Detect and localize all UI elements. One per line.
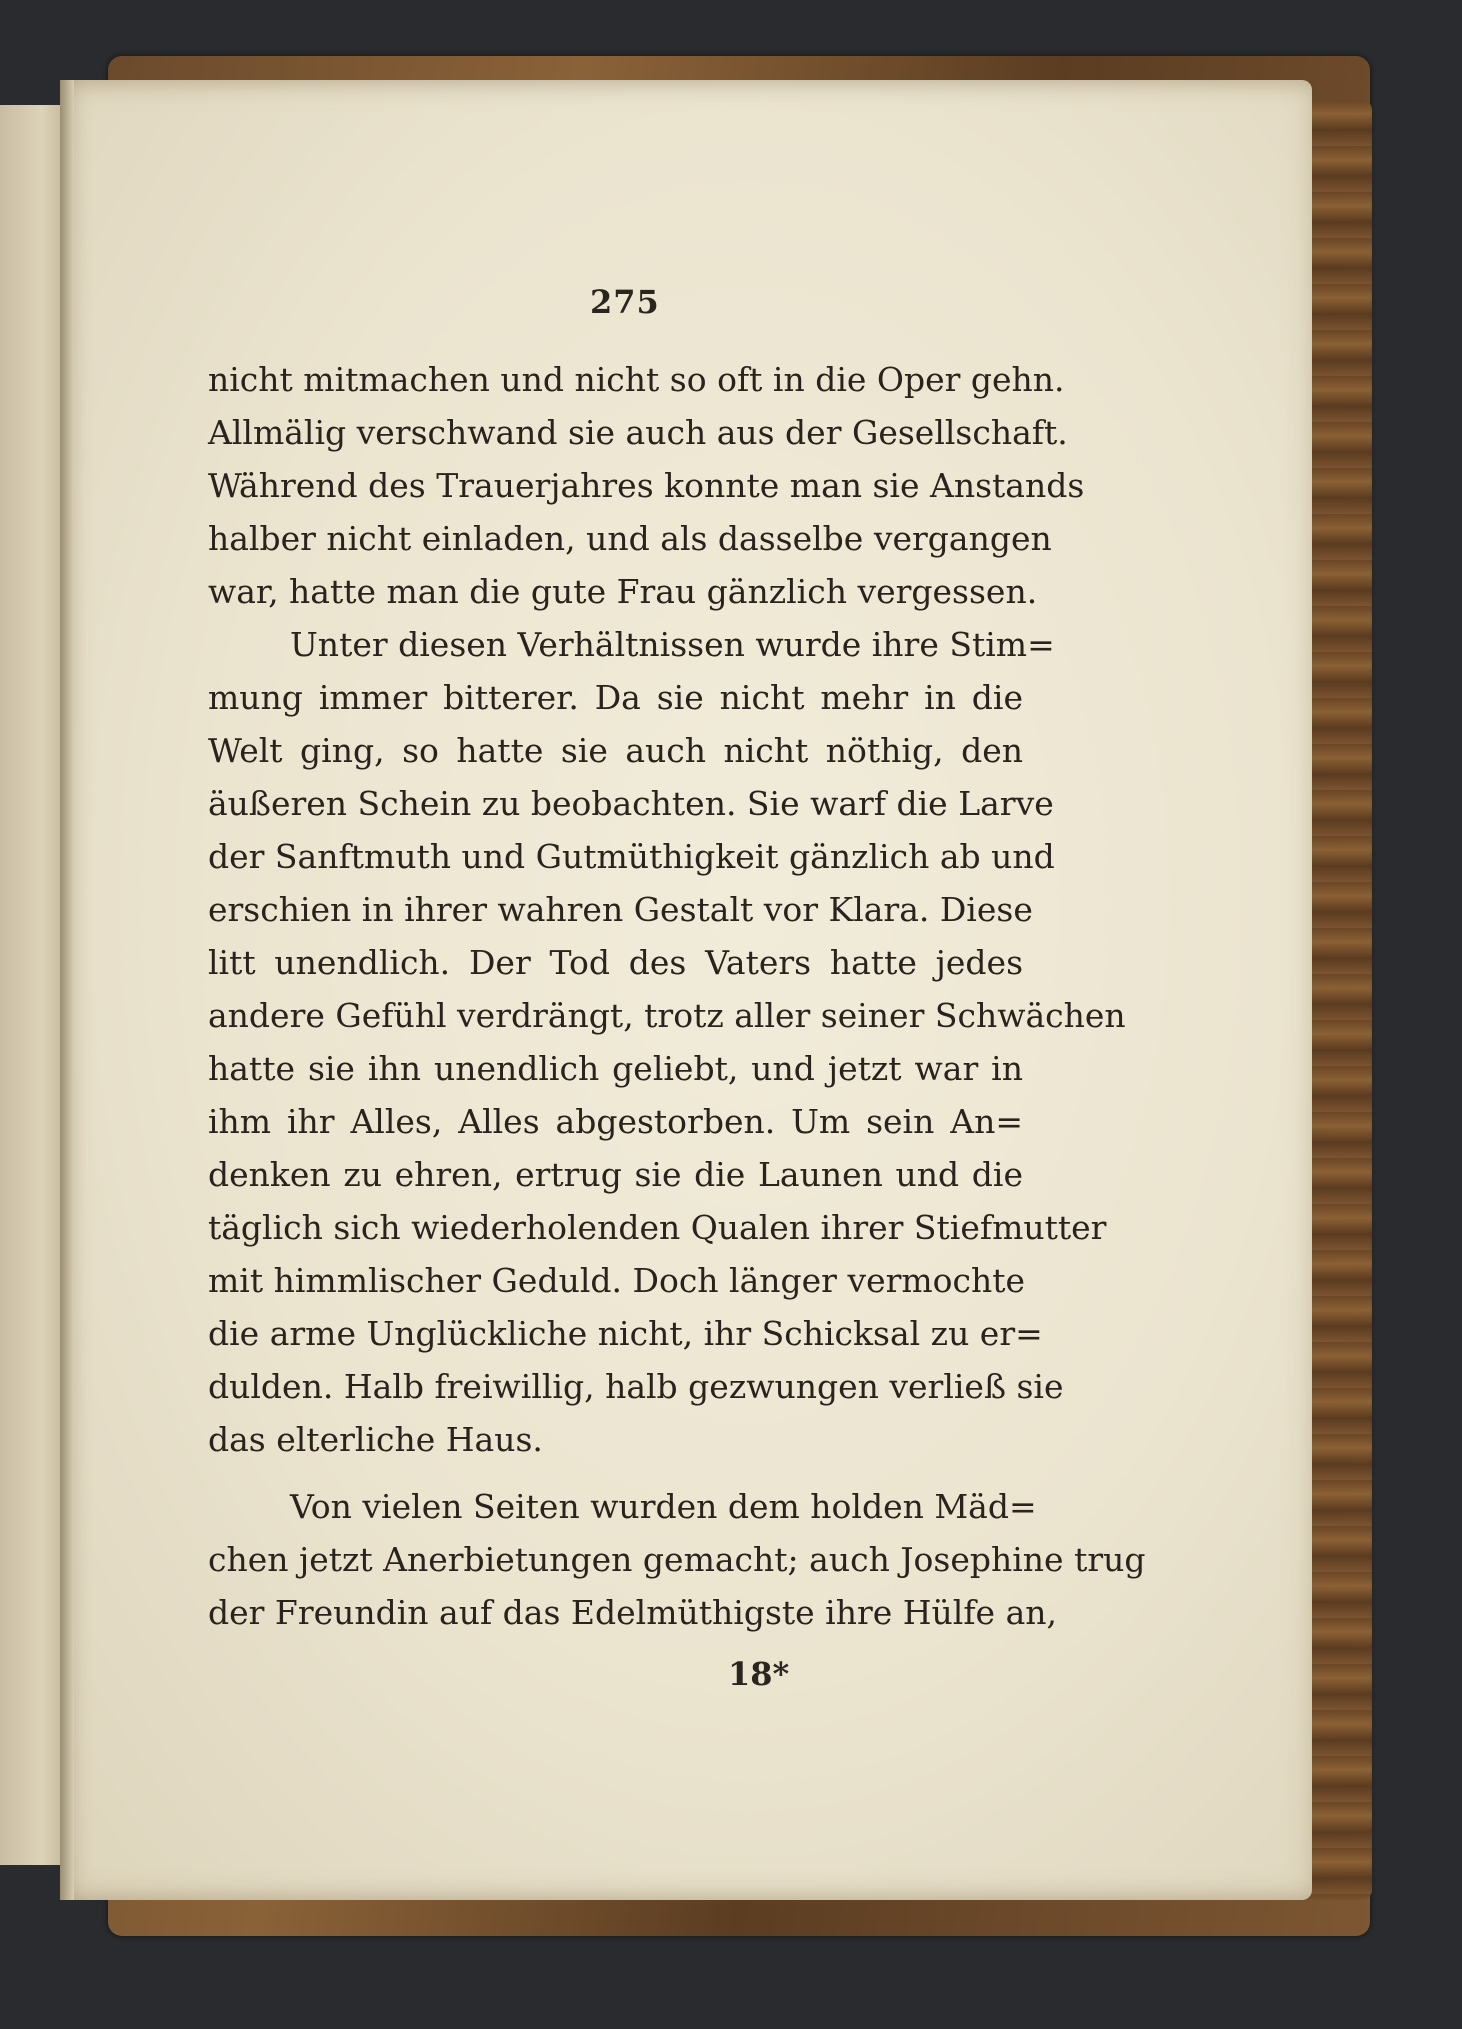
text-line: täglich sich wiederholenden Qualen ihrer Stiefmutter [208, 1208, 1107, 1247]
text-line: Unter diesen Verhältnissen wurde ihre Stim= [290, 625, 1055, 664]
text-line: ihm ihr Alles, Alles abgestorben. Um sein An= [208, 1102, 1023, 1141]
text-line: die arme Unglückliche nicht, ihr Schicksal zu er= [208, 1314, 1043, 1353]
text-line: Während des Trauerjahres konnte man sie Anstands [208, 466, 1085, 505]
text-line: mung immer bitterer. Da sie nicht mehr in die [208, 678, 1023, 717]
text-line: andere Gefühl verdrängt, trotz aller seiner Schwächen [208, 996, 1126, 1035]
text-line: dulden. Halb freiwillig, halb gezwungen verließ sie [208, 1367, 1064, 1406]
text-line: war, hatte man die gute Frau gänzlich vergessen. [208, 572, 1038, 611]
text-line: nicht mitmachen und nicht so oft in die Oper gehn. [208, 360, 1065, 399]
text-line: chen jetzt Anerbietungen gemacht; auch Josephine trug [208, 1540, 1146, 1579]
text-line: das elterliche Haus. [208, 1420, 543, 1459]
text-line: denken zu ehren, ertrug sie die Launen und die [208, 1155, 1023, 1194]
text-line: hatte sie ihn unendlich geliebt, und jetzt war in [208, 1049, 1023, 1088]
text-line: der Freundin auf das Edelmüthigste ihre Hülfe an, [208, 1593, 1057, 1632]
text-line: äußeren Schein zu beobachten. Sie warf die Larve [208, 784, 1054, 823]
printer-signature-mark: 18* [728, 1655, 790, 1693]
text-line: mit himmlischer Geduld. Doch länger vermochte [208, 1261, 1026, 1300]
text-line: Von vielen Seiten wurden dem holden Mäd= [290, 1487, 1037, 1526]
text-line: halber nicht einladen, und als dasselbe vergangen [208, 519, 1052, 558]
body-text [208, 353, 1146, 1639]
text-line: der Sanftmuth und Gutmüthigkeit gänzlich ab und [208, 837, 1055, 876]
text-line: Welt ging, so hatte sie auch nicht nöthig, den [208, 731, 1023, 770]
page-gutter [60, 80, 74, 1900]
page-number: 275 [590, 283, 660, 321]
text-line: Allmälig verschwand sie auch aus der Gesellschaft. [208, 413, 1068, 452]
text-line: erschien in ihrer wahren Gestalt vor Klara. Diese [208, 890, 1033, 929]
text-line: litt unendlich. Der Tod des Vaters hatte jedes [208, 943, 1023, 982]
